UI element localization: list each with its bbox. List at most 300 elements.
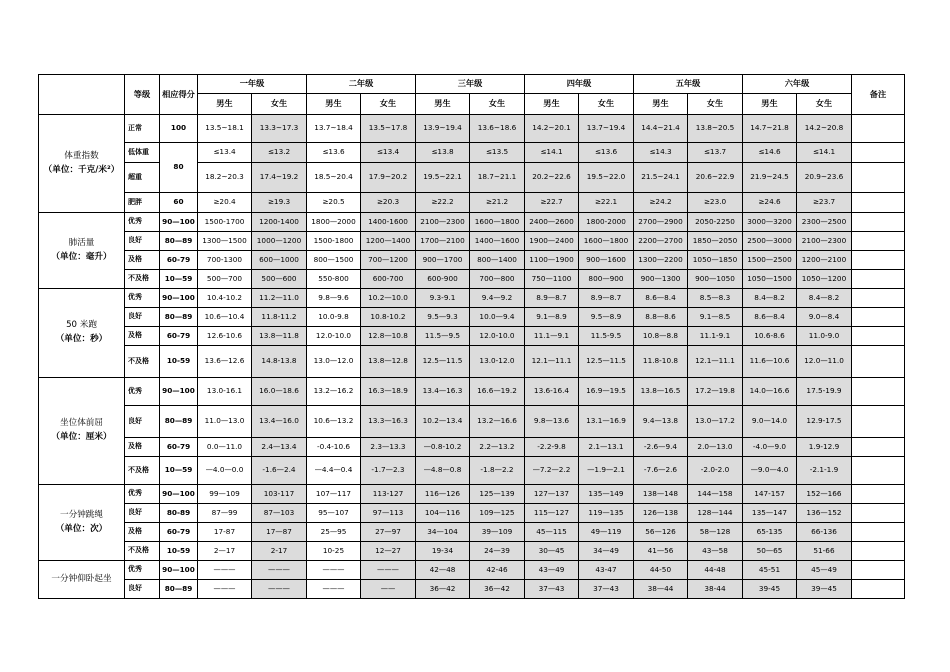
score-cell: 60-79 <box>160 327 198 346</box>
remark-cell <box>852 143 905 163</box>
value-cell: 8.9—8.7 <box>525 289 579 308</box>
value-cell: ≤13.2 <box>252 143 307 163</box>
remark-cell <box>852 213 905 232</box>
score-cell: 90—100 <box>160 378 198 406</box>
value-cell: 900—1300 <box>634 270 688 289</box>
value-cell: 1500-1700 <box>198 213 252 232</box>
remark-cell <box>852 232 905 251</box>
value-cell: 13.8—11.8 <box>252 327 307 346</box>
level-cell: 优秀 <box>125 485 160 504</box>
value-cell: 8.4—8.2 <box>797 289 852 308</box>
score-cell: 80—89 <box>160 406 198 438</box>
value-cell: 107—117 <box>307 485 361 504</box>
level-cell: 低体重 <box>125 143 160 163</box>
table-row <box>39 213 905 232</box>
value-cell: 2—17 <box>198 542 252 561</box>
value-cell: 12.9-17.5 <box>797 406 852 438</box>
value-cell: 1050—1500 <box>743 270 797 289</box>
remark-cell <box>852 193 905 213</box>
score-cell: 100 <box>160 115 198 143</box>
value-cell: ≥20.4 <box>198 193 252 213</box>
header-female: 女生 <box>579 94 634 115</box>
value-cell: 10.6—10.4 <box>198 308 252 327</box>
table-row <box>39 523 905 542</box>
value-cell: 1050—1200 <box>797 270 852 289</box>
value-cell: 600-900 <box>416 270 470 289</box>
level-cell: 超重 <box>125 163 160 193</box>
header-grade-6: 六年级 <box>743 75 852 94</box>
remark-cell <box>852 115 905 143</box>
table-row <box>39 457 905 485</box>
value-cell: ≥22.1 <box>579 193 634 213</box>
value-cell: 34—104 <box>416 523 470 542</box>
level-cell: 优秀 <box>125 213 160 232</box>
category-unit: （单位：秒） <box>55 334 108 344</box>
table-row <box>39 504 905 523</box>
value-cell: 10.6—13.2 <box>307 406 361 438</box>
value-cell: 10-25 <box>307 542 361 561</box>
value-cell: 13.3—16.3 <box>361 406 416 438</box>
value-cell: 800—900 <box>579 270 634 289</box>
table-body <box>39 75 905 599</box>
level-cell: 不及格 <box>125 346 160 378</box>
value-cell: 39-45 <box>743 580 797 599</box>
value-cell: 12.1—11.1 <box>688 346 743 378</box>
score-cell: 60-79 <box>160 438 198 457</box>
value-cell: 13.8~20.5 <box>688 115 743 143</box>
fitness-standard-table <box>38 74 905 599</box>
value-cell: 750—1100 <box>525 270 579 289</box>
value-cell: 36—42 <box>416 580 470 599</box>
value-cell: 9.4—13.8 <box>634 406 688 438</box>
value-cell: 42—48 <box>416 561 470 580</box>
table-row <box>39 327 905 346</box>
value-cell: 1850—2050 <box>688 232 743 251</box>
value-cell: 11.5-9.5 <box>579 327 634 346</box>
score-cell: 90—100 <box>160 561 198 580</box>
value-cell: 97—113 <box>361 504 416 523</box>
value-cell: 17.9~20.2 <box>361 163 416 193</box>
score-cell: 60-79 <box>160 523 198 542</box>
fitness-standard-sheet <box>38 74 905 599</box>
value-cell: 99—109 <box>198 485 252 504</box>
value-cell: 38—44 <box>634 580 688 599</box>
value-cell: 11.1—9.1 <box>525 327 579 346</box>
category-unit: （单位：次） <box>55 523 108 534</box>
remark-cell <box>852 504 905 523</box>
header-male: 男生 <box>634 94 688 115</box>
value-cell: 10.8-10.2 <box>361 308 416 327</box>
value-cell: 16.6—19.2 <box>470 378 525 406</box>
value-cell: ≤13.4 <box>361 143 416 163</box>
value-cell: 10.0-9.8 <box>307 308 361 327</box>
value-cell: —0.8-10.2 <box>416 438 470 457</box>
header-female: 女生 <box>252 94 307 115</box>
value-cell: 500—700 <box>198 270 252 289</box>
value-cell: 8.4—8.2 <box>743 289 797 308</box>
value-cell: 12.6-10.6 <box>198 327 252 346</box>
header-male: 男生 <box>198 94 252 115</box>
value-cell: 13.4—16.0 <box>252 406 307 438</box>
value-cell: —4.0—0.0 <box>198 457 252 485</box>
value-cell: 8.6—8.4 <box>634 289 688 308</box>
value-cell: 13.6-16.4 <box>525 378 579 406</box>
value-cell: 144—158 <box>688 485 743 504</box>
value-cell: ≤13.7 <box>688 143 743 163</box>
value-cell: 20.6~22.9 <box>688 163 743 193</box>
score-cell: 80—89 <box>160 308 198 327</box>
value-cell: 13.0—17.2 <box>688 406 743 438</box>
category-name: 一分钟仰卧起坐 <box>51 573 112 584</box>
table-row <box>39 561 905 580</box>
value-cell: 1600—1800 <box>579 232 634 251</box>
remark-cell <box>852 542 905 561</box>
table-row <box>39 232 905 251</box>
value-cell: 800—1500 <box>307 251 361 270</box>
value-cell: 9.1—8.5 <box>688 308 743 327</box>
table-row <box>39 378 905 406</box>
value-cell: 17.5-19.9 <box>797 378 852 406</box>
value-cell: 12.0—11.0 <box>797 346 852 378</box>
score-cell: 80 <box>160 143 198 193</box>
value-cell: 700—800 <box>470 270 525 289</box>
value-cell: 9.1—8.9 <box>525 308 579 327</box>
value-cell: 12.0-10.0 <box>470 327 525 346</box>
value-cell: ——— <box>198 580 252 599</box>
value-cell: ≤13.4 <box>198 143 252 163</box>
value-cell: 10.8—8.8 <box>634 327 688 346</box>
value-cell: 13.2—16.2 <box>307 378 361 406</box>
value-cell: ≥20.5 <box>307 193 361 213</box>
value-cell: 11.8-11.2 <box>252 308 307 327</box>
value-cell: 43—49 <box>525 561 579 580</box>
value-cell: ≤14.6 <box>743 143 797 163</box>
value-cell: ≤13.8 <box>416 143 470 163</box>
value-cell: ——— <box>307 561 361 580</box>
value-cell: 65-135 <box>743 523 797 542</box>
value-cell: 13.6—12.6 <box>198 346 252 378</box>
table-row <box>39 143 905 163</box>
value-cell: 104—116 <box>416 504 470 523</box>
value-cell: —9.0—4.0 <box>743 457 797 485</box>
value-cell: 2.2—13.2 <box>470 438 525 457</box>
value-cell: 19-34 <box>416 542 470 561</box>
category-cell <box>39 378 125 485</box>
value-cell: -7.6—2.6 <box>634 457 688 485</box>
value-cell: 11.1-9.1 <box>688 327 743 346</box>
value-cell: -0.4-10.6 <box>307 438 361 457</box>
header-grade-4: 四年级 <box>525 75 634 94</box>
value-cell: 13.8—16.5 <box>634 378 688 406</box>
value-cell: ≥22.7 <box>525 193 579 213</box>
value-cell: 13.7~19.4 <box>579 115 634 143</box>
value-cell: 1600—1800 <box>470 213 525 232</box>
score-cell: 90—100 <box>160 289 198 308</box>
value-cell: 1000—1200 <box>252 232 307 251</box>
header-male: 男生 <box>307 94 361 115</box>
value-cell: ≤14.1 <box>525 143 579 163</box>
value-cell: 2.0—13.0 <box>688 438 743 457</box>
level-cell: 不及格 <box>125 542 160 561</box>
value-cell: -2.6—9.4 <box>634 438 688 457</box>
value-cell: 0.0—11.0 <box>198 438 252 457</box>
table-row <box>39 406 905 438</box>
value-cell: 13.0-16.1 <box>198 378 252 406</box>
value-cell: -4.0—9.0 <box>743 438 797 457</box>
value-cell: 500—600 <box>252 270 307 289</box>
level-cell: 良好 <box>125 580 160 599</box>
value-cell: ——— <box>307 580 361 599</box>
value-cell: 36—42 <box>470 580 525 599</box>
value-cell: 1.9-12.9 <box>797 438 852 457</box>
header-female: 女生 <box>688 94 743 115</box>
value-cell: ≥23.0 <box>688 193 743 213</box>
value-cell: -1.6—2.4 <box>252 457 307 485</box>
value-cell: 8.6—8.4 <box>743 308 797 327</box>
remark-cell <box>852 308 905 327</box>
value-cell: 136—152 <box>797 504 852 523</box>
value-cell: 19.5~22.0 <box>579 163 634 193</box>
value-cell: 13.3~17.3 <box>252 115 307 143</box>
remark-cell <box>852 289 905 308</box>
category-cell <box>39 289 125 378</box>
value-cell: 1500—2500 <box>743 251 797 270</box>
value-cell: 10.6-8.6 <box>743 327 797 346</box>
category-cell <box>39 561 125 599</box>
value-cell: 8.8—8.6 <box>634 308 688 327</box>
value-cell: 45-51 <box>743 561 797 580</box>
value-cell: 58—128 <box>688 523 743 542</box>
level-cell: 优秀 <box>125 378 160 406</box>
table-row <box>39 308 905 327</box>
remark-cell <box>852 270 905 289</box>
value-cell: 20.2~22.6 <box>525 163 579 193</box>
table-row <box>39 270 905 289</box>
value-cell: 11.5—9.5 <box>416 327 470 346</box>
value-cell: 113-127 <box>361 485 416 504</box>
score-cell: 60-79 <box>160 251 198 270</box>
level-cell: 良好 <box>125 406 160 438</box>
header-female: 女生 <box>797 94 852 115</box>
value-cell: 43-47 <box>579 561 634 580</box>
value-cell: 126—138 <box>634 504 688 523</box>
value-cell: 16.3—18.9 <box>361 378 416 406</box>
value-cell: -2.2-9.8 <box>525 438 579 457</box>
value-cell: 1200—1400 <box>361 232 416 251</box>
category-cell <box>39 485 125 561</box>
header-female: 女生 <box>470 94 525 115</box>
value-cell: 119—135 <box>579 504 634 523</box>
value-cell: —7.2—2.2 <box>525 457 579 485</box>
value-cell: 17-87 <box>198 523 252 542</box>
score-cell: 10—59 <box>160 270 198 289</box>
value-cell: 17.2—19.8 <box>688 378 743 406</box>
value-cell: 125—139 <box>470 485 525 504</box>
value-cell: 56—126 <box>634 523 688 542</box>
value-cell: 50—65 <box>743 542 797 561</box>
value-cell: 1100—1900 <box>525 251 579 270</box>
level-cell: 良好 <box>125 232 160 251</box>
value-cell: 3000—3200 <box>743 213 797 232</box>
value-cell: 9.5—9.3 <box>416 308 470 327</box>
value-cell: 17.4~19.2 <box>252 163 307 193</box>
value-cell: 44-48 <box>688 561 743 580</box>
header-grade-2: 二年级 <box>307 75 416 94</box>
value-cell: 16.9—19.5 <box>579 378 634 406</box>
category-name: 一分钟跳绳 <box>60 509 103 520</box>
value-cell: 14.2~20.1 <box>525 115 579 143</box>
table-row <box>39 438 905 457</box>
value-cell: 12—27 <box>361 542 416 561</box>
header-female: 女生 <box>361 94 416 115</box>
value-cell: 13.6~18.6 <box>470 115 525 143</box>
value-cell: 87—99 <box>198 504 252 523</box>
header-grade-1: 一年级 <box>198 75 307 94</box>
table-row <box>39 289 905 308</box>
level-cell: 及格 <box>125 523 160 542</box>
value-cell: 1400-1600 <box>361 213 416 232</box>
value-cell: 10.2—10.0 <box>361 289 416 308</box>
value-cell: ≤14.1 <box>797 143 852 163</box>
score-cell: 80-89 <box>160 504 198 523</box>
header-level: 等级 <box>125 75 160 115</box>
value-cell: 12.8—10.8 <box>361 327 416 346</box>
remark-cell <box>852 406 905 438</box>
remark-cell <box>852 561 905 580</box>
value-cell: ≥24.2 <box>634 193 688 213</box>
value-cell: 600-700 <box>361 270 416 289</box>
value-cell: -2.0-2.0 <box>688 457 743 485</box>
value-cell: 13.8—12.8 <box>361 346 416 378</box>
value-cell: 9.5—8.9 <box>579 308 634 327</box>
remark-cell <box>852 457 905 485</box>
value-cell: 2200—2700 <box>634 232 688 251</box>
score-cell: 10-59 <box>160 542 198 561</box>
header-grade-5: 五年级 <box>634 75 743 94</box>
value-cell: 21.5~24.1 <box>634 163 688 193</box>
level-cell: 及格 <box>125 327 160 346</box>
value-cell: 11.6—10.6 <box>743 346 797 378</box>
value-cell: 700-1300 <box>198 251 252 270</box>
header-remark: 备注 <box>852 75 905 115</box>
score-cell: 90—100 <box>160 213 198 232</box>
value-cell: 9.0—8.4 <box>797 308 852 327</box>
value-cell: 12.5—11.5 <box>579 346 634 378</box>
category-cell <box>39 213 125 289</box>
value-cell: 1200—2100 <box>797 251 852 270</box>
value-cell: 9.8—9.6 <box>307 289 361 308</box>
value-cell: 51-66 <box>797 542 852 561</box>
value-cell: ≤14.3 <box>634 143 688 163</box>
value-cell: ——— <box>252 580 307 599</box>
value-cell: 1300—1500 <box>198 232 252 251</box>
value-cell: 13.0—12.0 <box>307 346 361 378</box>
value-cell: 2500—3000 <box>743 232 797 251</box>
value-cell: —4.4—0.4 <box>307 457 361 485</box>
value-cell: 9.4—9.2 <box>470 289 525 308</box>
value-cell: 10.2—13.4 <box>416 406 470 438</box>
level-cell: 优秀 <box>125 289 160 308</box>
value-cell: —— <box>361 580 416 599</box>
score-cell: 10-59 <box>160 346 198 378</box>
header-grade-3: 三年级 <box>416 75 525 94</box>
value-cell: ——— <box>198 561 252 580</box>
value-cell: 13.1—16.9 <box>579 406 634 438</box>
score-cell: 80—89 <box>160 232 198 251</box>
value-cell: 19.5~22.1 <box>416 163 470 193</box>
category-unit: （单位：厘米） <box>51 432 112 442</box>
remark-cell <box>852 251 905 270</box>
value-cell: ≤13.6 <box>307 143 361 163</box>
value-cell: 39—109 <box>470 523 525 542</box>
value-cell: 2100—2300 <box>797 232 852 251</box>
level-cell: 及格 <box>125 438 160 457</box>
value-cell: 550-800 <box>307 270 361 289</box>
value-cell: 9.0—14.0 <box>743 406 797 438</box>
value-cell: 10.4-10.2 <box>198 289 252 308</box>
value-cell: 2400—2600 <box>525 213 579 232</box>
table-row <box>39 193 905 213</box>
value-cell: 49—119 <box>579 523 634 542</box>
header-male: 男生 <box>416 94 470 115</box>
value-cell: 2-17 <box>252 542 307 561</box>
value-cell: 9.3-9.1 <box>416 289 470 308</box>
value-cell: 12.1—11.1 <box>525 346 579 378</box>
value-cell: ≥23.7 <box>797 193 852 213</box>
value-cell: —4.8—0.8 <box>416 457 470 485</box>
value-cell: 116—126 <box>416 485 470 504</box>
score-cell: 60 <box>160 193 198 213</box>
value-cell: 13.0-12.0 <box>470 346 525 378</box>
value-cell: 115—127 <box>525 504 579 523</box>
value-cell: 600—1000 <box>252 251 307 270</box>
table-row <box>39 346 905 378</box>
value-cell: 37—43 <box>579 580 634 599</box>
level-cell: 肥胖 <box>125 193 160 213</box>
value-cell: ——— <box>361 561 416 580</box>
value-cell: 900—1700 <box>416 251 470 270</box>
value-cell: ≥19.3 <box>252 193 307 213</box>
value-cell: 14.7~21.8 <box>743 115 797 143</box>
value-cell: 10.0—9.4 <box>470 308 525 327</box>
table-row <box>39 251 905 270</box>
category-name: 50 米跑 <box>66 320 97 331</box>
value-cell: 109—125 <box>470 504 525 523</box>
value-cell: 39—45 <box>797 580 852 599</box>
value-cell: 700—1200 <box>361 251 416 270</box>
header-male: 男生 <box>525 94 579 115</box>
value-cell: 17—87 <box>252 523 307 542</box>
value-cell: 14.2~20.8 <box>797 115 852 143</box>
value-cell: 11.8-10.8 <box>634 346 688 378</box>
value-cell: 147-157 <box>743 485 797 504</box>
header-row-grades <box>39 75 905 94</box>
value-cell: 1400—1600 <box>470 232 525 251</box>
value-cell: 128—144 <box>688 504 743 523</box>
value-cell: 87—103 <box>252 504 307 523</box>
value-cell: 2100—2300 <box>416 213 470 232</box>
value-cell: 14.8-13.8 <box>252 346 307 378</box>
value-cell: 24—39 <box>470 542 525 561</box>
value-cell: ≥21.2 <box>470 193 525 213</box>
value-cell: 34—49 <box>579 542 634 561</box>
remark-cell <box>852 523 905 542</box>
value-cell: 25—95 <box>307 523 361 542</box>
category-name: 体重指数 <box>64 150 99 161</box>
value-cell: ≥24.6 <box>743 193 797 213</box>
remark-cell <box>852 580 905 599</box>
value-cell: ≤13.5 <box>470 143 525 163</box>
